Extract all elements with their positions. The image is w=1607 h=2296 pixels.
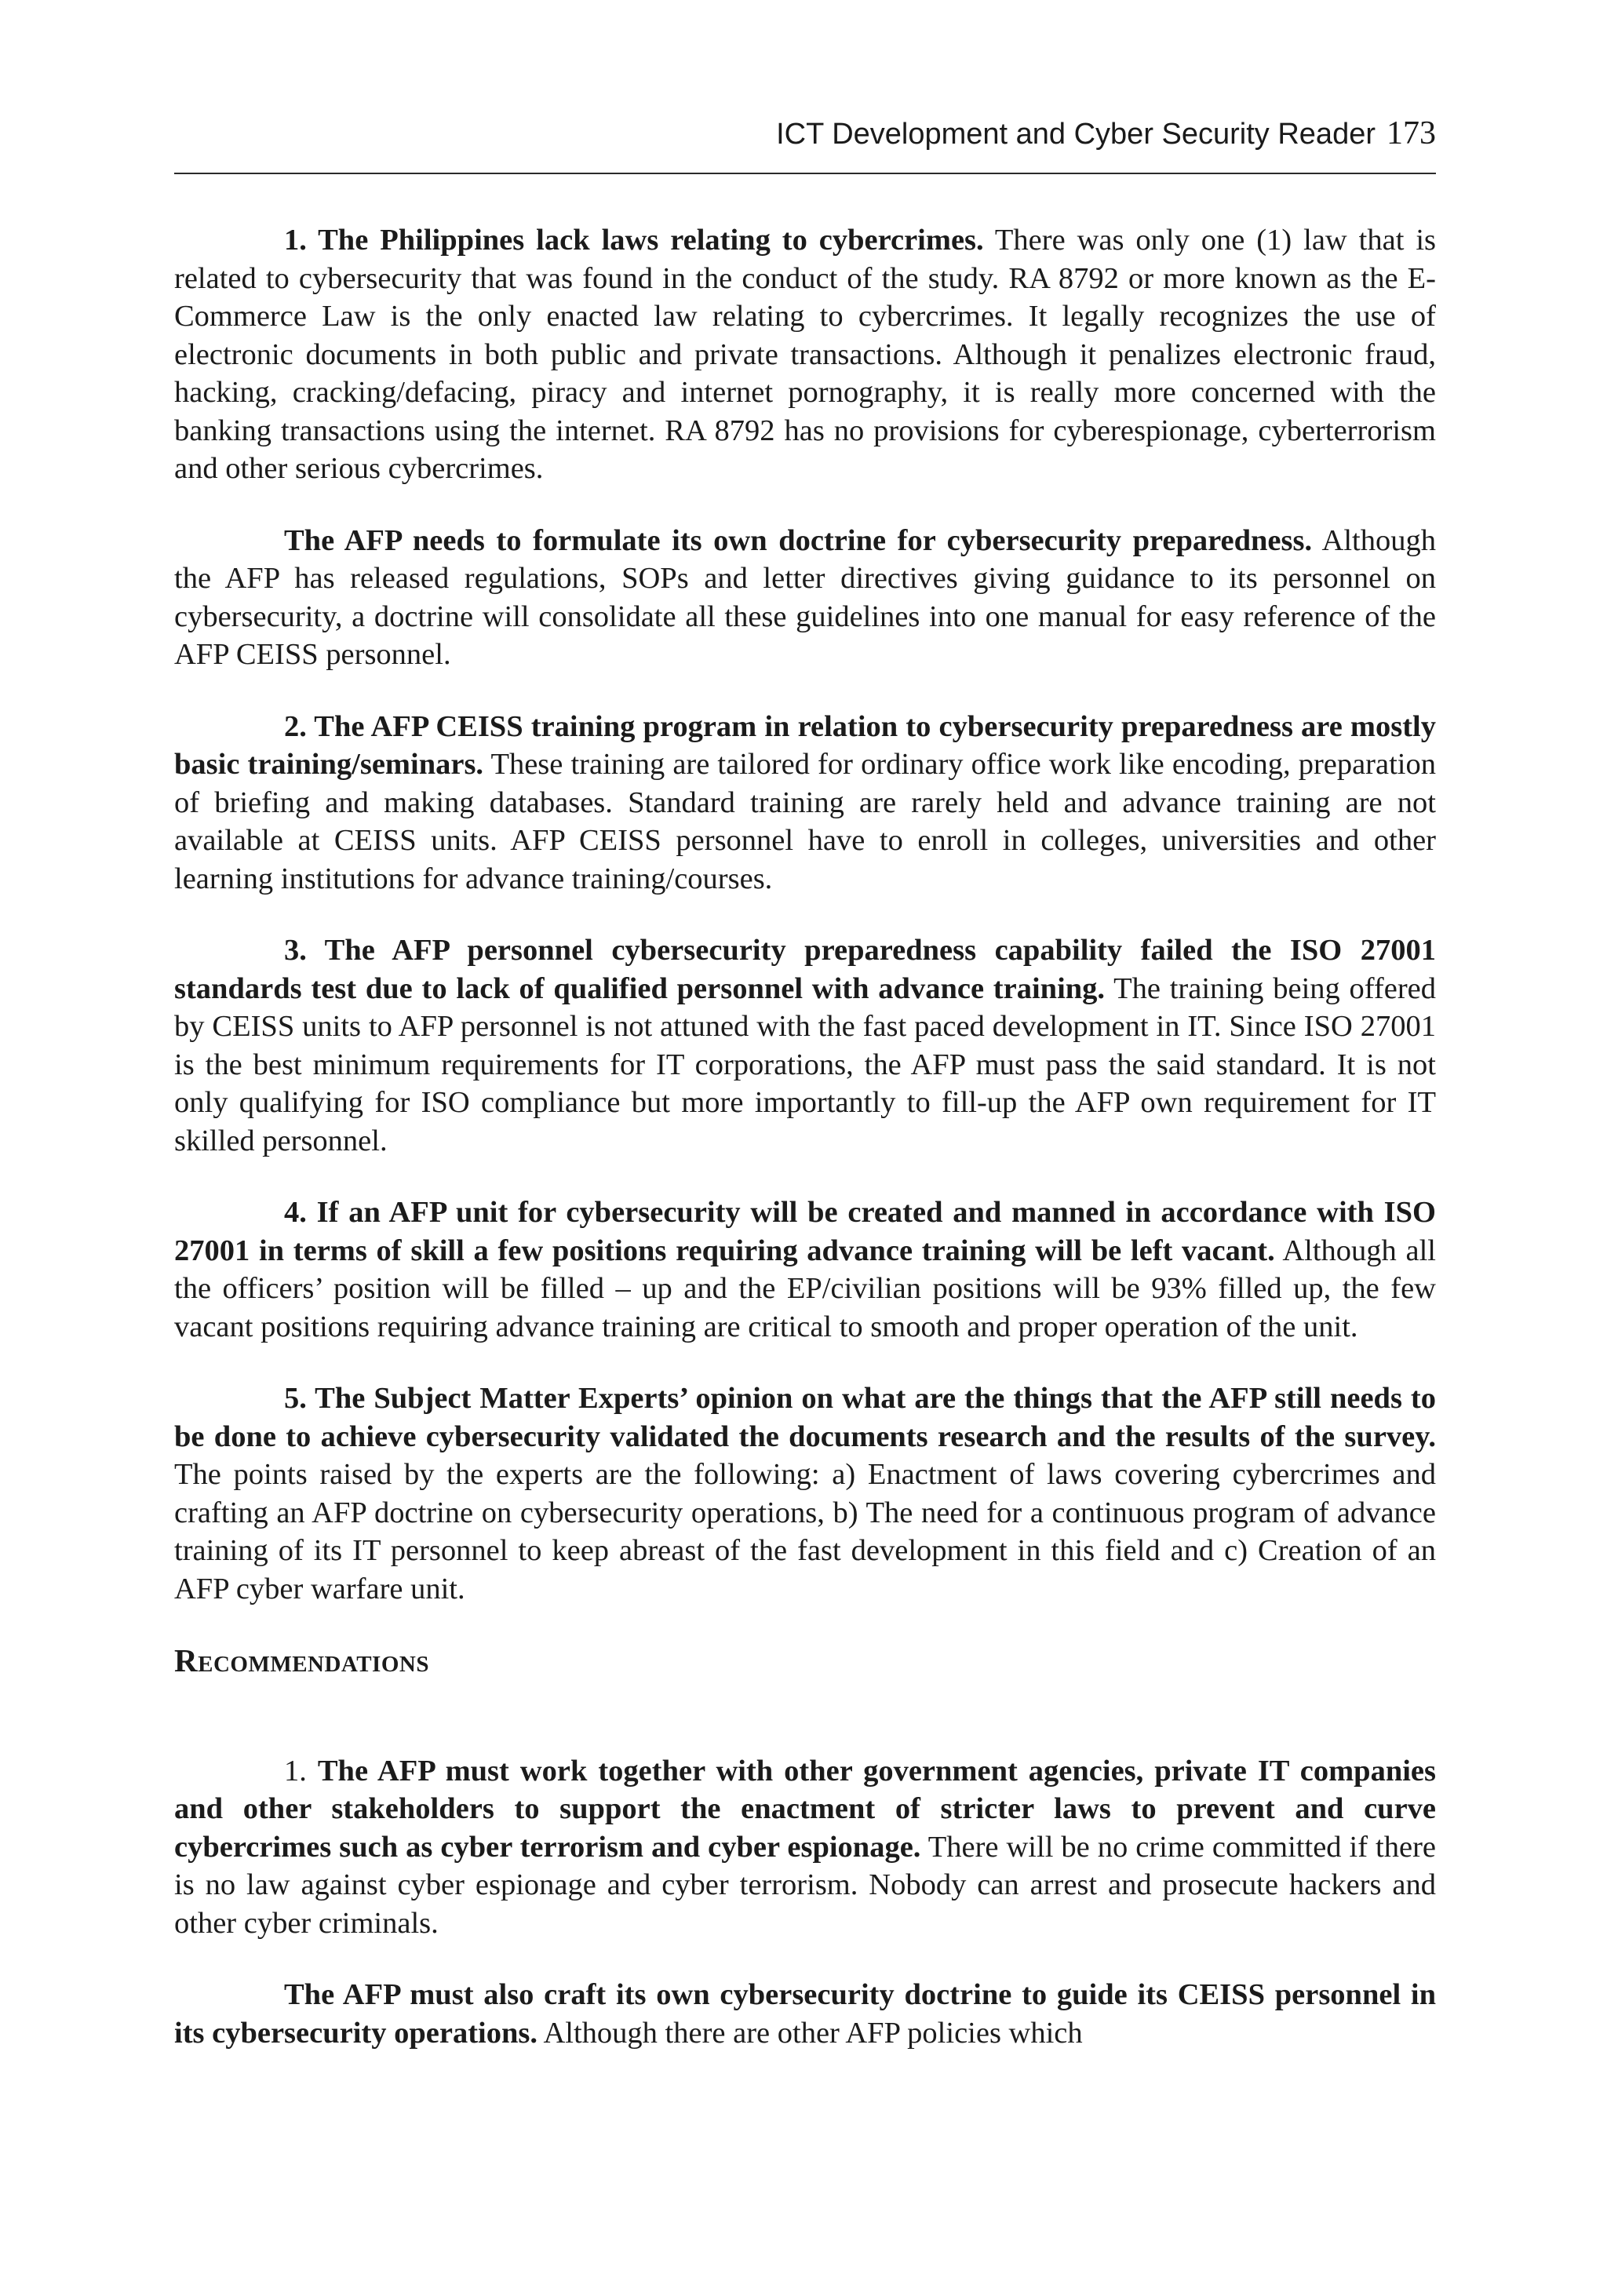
- finding-1-text: There was only one (1) law that is related to cybersecurity that was found in the conduct of the study. RA 8792 or more known as the E-Commerce Law is the only enacted law relating to cybercrimes. It legally recognizes the use of electronic documents in both public and private transactions. Although it penalizes electronic fraud, hacking, cracking/defacing, piracy and internet pornography, it is really more concerned with the banking transactions using the internet. RA 8792 has no provisions for cyberespionage, cyberterrorism and other serious cybercrimes.: [174, 224, 1436, 485]
- recommendations-heading: Recommendations: [174, 1642, 429, 1678]
- header-rule: [174, 173, 1436, 174]
- finding-5: [174, 1379, 1436, 1608]
- finding-2-lead: 2. The AFP CEISS training program in relation to cybersecurity preparedness are mostly basic training/seminars.: [174, 709, 1436, 781]
- recommendation-doctrine-lead: The AFP must also craft its own cybersecurity doctrine to guide its CEISS personnel in its cybersecurity operations.: [174, 1978, 1436, 2050]
- running-title: ICT Development and Cyber Security Reader: [776, 118, 1376, 151]
- finding-doctrine: [174, 522, 1436, 674]
- finding-1: [174, 221, 1436, 488]
- finding-3: [174, 931, 1436, 1160]
- recommendation-1-text: There will be no crime committed if there is no law against cyber espionage and cyber terrorism. Nobody can arrest and prosecute hackers and other cyber criminals.: [174, 1830, 1436, 1940]
- recommendation-1: [174, 1752, 1436, 1943]
- finding-3-text: The training being offered by CEISS units to AFP personnel is not attuned with the fast paced development in IT. Since ISO 27001 is the best minimum requirements for IT corporations, the AFP must pass the said standard. It is not only qualifying for ISO compliance but more importantly to fill-up the AFP own requirement for IT skilled personnel.: [174, 971, 1436, 1157]
- finding-4-text: Although all the officers’ position will be filled – up and the EP/civilian positions will be 93% filled up, the few vacant positions requiring advance training are critical to smooth and proper operation of the unit.: [174, 1234, 1436, 1343]
- page-number: 173: [1387, 115, 1436, 151]
- running-header: [174, 115, 1436, 152]
- finding-5-text: The points raised by the experts are the following: a) Enactment of laws covering cybercrimes and crafting an AFP doctrine on cybersecurity operations, b) The need for a continuous program of advance training of its IT personnel to keep abreast of the fast development in this field and c) Creation of an AFP cyber warfare unit.: [174, 1458, 1436, 1605]
- finding-2: [174, 708, 1436, 898]
- finding-doctrine-text: Although the AFP has released regulations, SOPs and letter directives giving guidance to its personnel on cybersecurity, a doctrine will consolidate all these guidelines into one manual for easy reference of the AFP CEISS personnel.: [174, 523, 1436, 671]
- recommendation-1-lead: The AFP must work together with other government agencies, private IT companies and other stakeholders to support the enactment of stricter laws to prevent and curve cybercrimes such as cyber terrorism and cyber espionage.: [174, 1754, 1437, 1864]
- body-text: [174, 221, 1436, 2086]
- finding-2-text: These training are tailored for ordinary office work like encoding, preparation of briefing and making databases. Standard training are rarely held and advance training are not available at CEISS units. AFP CEISS personnel have to enroll in colleges, universities and other learning institutions for advance training/courses.: [174, 748, 1436, 895]
- finding-4: [174, 1194, 1436, 1346]
- finding-1-lead: 1. The Philippines lack laws relating to cybercrimes.: [284, 224, 984, 257]
- finding-4-lead: 4. If an AFP unit for cybersecurity will be created and manned in accordance with ISO 27001 in terms of skill a few positions requiring advance training will be left vacant.: [174, 1196, 1436, 1267]
- finding-doctrine-lead: The AFP needs to formulate its own doctrine for cybersecurity preparedness.: [284, 523, 1313, 557]
- recommendation-doctrine-text: Although there are other AFP policies which: [537, 2016, 1083, 2050]
- finding-5-lead: 5. The Subject Matter Experts’ opinion on what are the things that the AFP still needs to be done to achieve cybersecurity validated the documents research and the results of the survey.: [174, 1382, 1436, 1453]
- recommendation-1-number: 1.: [284, 1754, 318, 1788]
- recommendation-doctrine: [174, 1976, 1436, 2052]
- finding-3-lead: 3. The AFP personnel cybersecurity preparedness capability failed the ISO 27001 standards test due to lack of qualified personnel with advance training.: [174, 934, 1436, 1005]
